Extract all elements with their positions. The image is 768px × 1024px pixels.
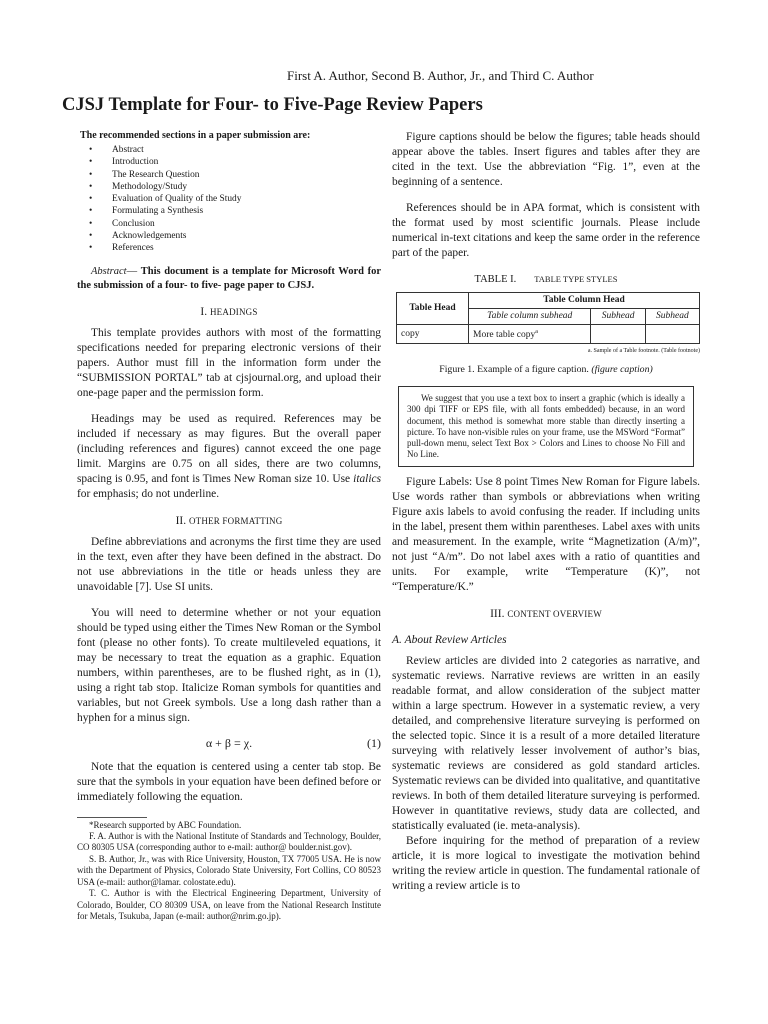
equation-expression: α + β = χ. <box>205 735 253 750</box>
table-cell-text: More table copy <box>473 330 536 341</box>
table-row-label: copy <box>397 325 469 344</box>
heading-text: OTHER FORMATTING <box>188 515 283 526</box>
section-heading-3 <box>392 607 700 622</box>
table-type-styles <box>396 292 700 344</box>
figure-caption-note: (figure caption) <box>591 364 653 376</box>
paragraph-centered-equation: Note that the equation is centered using a center tab stop. Be sure that the symbols in your equation have been defined before or immediately following the equation. <box>77 760 381 803</box>
figure-text-box <box>398 386 694 467</box>
figure-box-text: We suggest that you use a text box to insert a graphic (which is ideally a 300 dpi TIFF or EPS file, with all fonts embedded) because, in an word document, this method is somewhat more stable than directly inserting a picture. To have non-visible rules on your frame, use the MSWord “Format” pull-down menu, select Text Box > Colors and Lines to choose No Fill and No Line. <box>407 393 685 460</box>
figure-caption-text: Figure 1. Example of a figure caption. <box>439 364 592 376</box>
heading-number: II. <box>175 514 189 527</box>
abstract-dash: — <box>126 265 141 277</box>
italic-word: italics <box>353 472 381 485</box>
table-cell-empty <box>591 325 645 344</box>
abstract-label: Abstract <box>91 265 127 277</box>
list-item: • Evaluation of Quality of the Study <box>89 193 381 205</box>
abstract-text: This document is a template for Microsoft Word for the submission of a four- to five- page paper to CJSJ. <box>77 265 381 291</box>
paper-title: CJSJ Template for Four- to Five-Page Review Papers <box>62 95 483 115</box>
list-item: • Formulating a Synthesis <box>89 205 381 217</box>
table-footnote-marker: a <box>535 329 538 335</box>
footnote: F. A. Author is with the National Institute of Standards and Technology, Boulder, CO 80305 USA (corresponding author to e-mail: author@ boulder.nist.gov). <box>77 831 381 853</box>
sections-list <box>77 144 381 255</box>
list-item: • Methodology/Study <box>89 181 381 193</box>
table-caption <box>392 272 700 287</box>
abstract <box>77 265 381 293</box>
footnote: S. B. Author, Jr., was with Rice University, Houston, TX 77005 USA. He is now with the Department of Physics, Colorado State University, Fort Collins, CO 80523 USA (e-mail: author@lamar. colostate.edu). <box>77 853 381 887</box>
table-cell <box>469 325 591 344</box>
section-heading-1 <box>77 305 381 320</box>
paragraph-review-motivation: Before inquiring for the method of preparation of a review article, it is more logical to investigate the motivation behind writing the review article in question. The fundamental rationale of writing a review article is to <box>392 835 700 893</box>
text-span: Headings may be used as required. References may be included if necessary as may figures. But the overall paper (including references and figures) cannot exceed the one page limit. Margins are 0.75 on all sides, there are two columns, spacing is 0.95, and font is Times New Roman size 10. Use <box>77 412 381 485</box>
table-subhead: Subhead <box>645 309 699 325</box>
table-cell-empty <box>645 325 699 344</box>
list-item: • Acknowledgements <box>89 230 381 242</box>
list-item: • Abstract <box>89 144 381 156</box>
heading-number: I. <box>200 305 210 318</box>
paragraph-captions: Figure captions should be below the figures; table heads should appear above the tables. Insert figures and tables after they are cited in the text. Use the abbreviation “Fig. 1”, even at the beginning of a sentence. <box>392 131 700 188</box>
section-heading-2 <box>77 514 381 529</box>
equation-number: (1) <box>367 735 381 750</box>
table-head: Table Head <box>397 293 469 325</box>
footnote: *Research supported by ABC Foundation. <box>89 819 242 830</box>
list-item: • Introduction <box>89 156 381 168</box>
footnote-rule <box>77 817 147 818</box>
footnote: T. C. Author is with the Electrical Engineering Department, University of Colorado, Boulder, CO 80309 USA, on leave from the National Research Institute for Metals, Tsukuba, Japan (e-mail: author@nrim.go.jp). <box>77 888 381 921</box>
table-subhead: Subhead <box>591 309 645 325</box>
table-column-head: Table Column Head <box>469 293 700 309</box>
table-column-subhead: Table column subhead <box>469 309 591 325</box>
heading-text: HEADINGS <box>209 306 258 317</box>
table-number: TABLE I. <box>474 274 517 285</box>
subsection-heading: A. About Review Articles <box>392 634 507 647</box>
paragraph-equations: You will need to determine whether or not your equation should be typed using either the Times New Roman or the Symbol font (please no other fonts). To create multileveled equations, it may be necessary to treat the equation as a graphic. Equation numbers, within parentheses, are to be flushed right, as in (1), using a right tab stop. Italicize Roman symbols for quantities and variables, but not Greek symbols. Use a long dash rather than a hyphen for a minus sign. <box>77 606 381 724</box>
heading-number: III. <box>490 608 508 621</box>
paragraph-abbreviations: Define abbreviations and acronyms the first time they are used in the text, even after they have been defined in the abstract. Do not use abbreviations in the title or heads unless they are unavoidable [7]. Use SI units. <box>77 535 381 593</box>
footnotes <box>77 820 381 923</box>
paragraph-figure-labels: Figure Labels: Use 8 point Times New Roman for Figure labels. Use words rather than symbols or abbreviations when writing Figure axis labels to avoid confusing the reader. If including units in the label, present them within parentheses. Label axes with units and measurement. In the example, write “Magnetization (A/m)”, not just “A/m”. Do not label axes with a ratio of quantities and units. For example, write “Temperature (K)”, not “Temperature/K.” <box>392 476 700 594</box>
author-line: First A. Author, Second B. Author, Jr., and Third C. Author <box>287 68 594 83</box>
paragraph-references: References should be in APA format, which is consistent with the format used by most scientific journals. Please include numerical in-text citations and keep the same order in the reference part of the paper. <box>392 202 700 259</box>
text-span: for emphasis; do not underline. <box>77 487 220 500</box>
recommended-sections-heading: The recommended sections in a paper submission are: <box>80 130 311 141</box>
paragraph-headings <box>77 412 381 502</box>
figure-caption <box>392 362 700 377</box>
right-column <box>392 130 700 894</box>
table-footnote: a. Sample of a Table footnote. (Table footnote) <box>587 348 700 355</box>
list-item: • Conclusion <box>89 218 381 230</box>
paragraph-template: This template provides authors with most of the formatting specifications needed for preparing electronic versions of their papers. Author must fill in the information form under the “SUBMISSION PORTAL” tab at cjsjournal.org, and upload their one-page paper and the permission form. <box>77 326 381 399</box>
list-item: • The Research Question <box>89 169 381 181</box>
table-title: TABLE TYPE STYLES <box>534 274 618 284</box>
paragraph-review-articles: Review articles are divided into 2 categories as narrative, and systematic reviews. Narrative reviews are written in an easily readable format, and allow consideration of the subject matter within a large spectrum. However in a systematic review, a very detailed, and comprehensive literature surveying is performed on the selected topic. Since it is a result of a more detailed literature surveying with relatively lesser involvement of author’s bias, systematic reviews are considered as gold standard articles. Systematic reviews can be divided into qualitative, and quantitative reviews. In both of them detailed literature surveying is performed. However in quantitative reviews, study data are collected, and statistically evaluated (ie. meta-analysis). <box>392 655 700 833</box>
left-column <box>77 130 381 922</box>
list-item: • References <box>89 242 381 254</box>
heading-text: CONTENT OVERVIEW <box>507 609 602 620</box>
equation <box>77 726 381 760</box>
